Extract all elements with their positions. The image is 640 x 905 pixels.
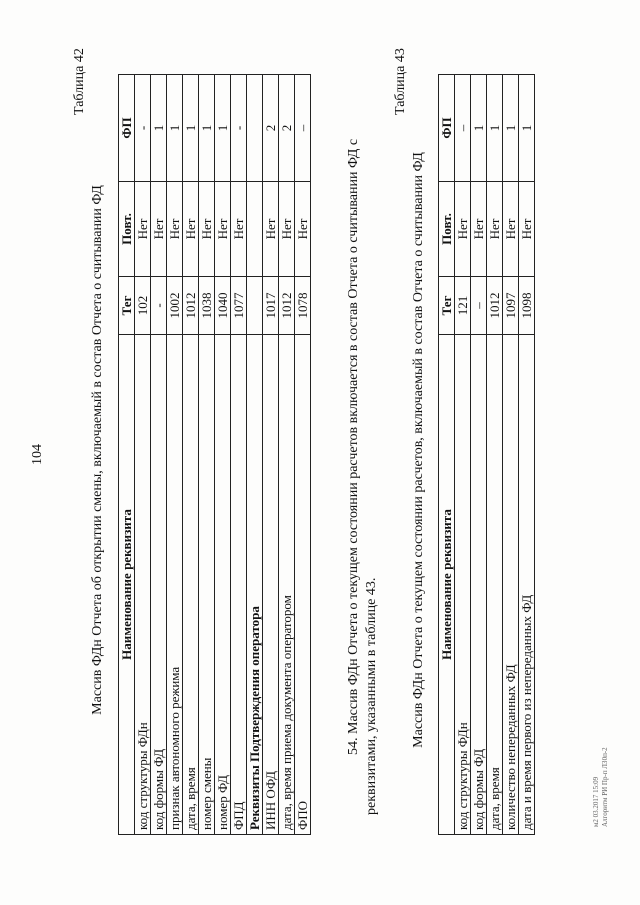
tag-cell: -: [151, 277, 167, 335]
table-row: [231, 75, 247, 835]
fp-cell: 2: [279, 75, 295, 182]
repeat-cell: Нет: [183, 182, 199, 277]
fp-cell: 1: [503, 75, 519, 182]
table-row: [519, 75, 535, 835]
name-cell: признак автономного режима: [167, 335, 183, 835]
repeat-cell: Нет: [487, 182, 503, 277]
footer-note-line1: м2 03.2017 15:09: [592, 776, 600, 827]
table-row: [455, 75, 471, 835]
fp-cell: 1: [199, 75, 215, 182]
repeat-cell: Нет: [295, 182, 311, 277]
repeat-cell: Нет: [519, 182, 535, 277]
repeat-cell: Нет: [263, 182, 279, 277]
tag-cell: 1012: [487, 277, 503, 335]
name-cell: ИНН ОФД: [263, 335, 279, 835]
tag-cell: 121: [455, 277, 471, 335]
fp-cell: –: [455, 75, 471, 182]
table42-caption: Массив ФДн Отчета об открытии смены, включаемый в состав Отчета о считывании ФД: [90, 185, 105, 715]
fp-cell: -: [135, 75, 151, 182]
table42: [118, 74, 311, 835]
repeat-cell: Нет: [215, 182, 231, 277]
tag-cell: 1098: [519, 277, 535, 335]
fp-cell: 1: [519, 75, 535, 182]
table43-header-tag: Тег: [439, 277, 455, 335]
empty-cell: [247, 75, 263, 182]
table42-section-row: [247, 75, 263, 835]
table43-caption: Массив ФДн Отчета о текущем состоянии расчетов, включаемый в состав Отчета о считывании ФД: [411, 152, 426, 748]
table43-header-name: Наименование реквизита: [439, 335, 455, 835]
section-heading: Реквизиты Подтверждения оператора: [247, 335, 263, 835]
tag-cell: 1002: [167, 277, 183, 335]
fp-cell: –: [295, 75, 311, 182]
fp-cell: 1: [183, 75, 199, 182]
tag-cell: 1078: [295, 277, 311, 335]
name-cell: дата, время: [183, 335, 199, 835]
tag-cell: 1038: [199, 277, 215, 335]
table-row: [167, 75, 183, 835]
page-number: 104: [30, 444, 45, 465]
table-row: [215, 75, 231, 835]
table-row: [199, 75, 215, 835]
paragraph-54-line2: реквизитами, указанными в таблице 43.: [364, 577, 379, 815]
table-row: [151, 75, 167, 835]
table-row: [263, 75, 279, 835]
table43-number: Таблица 43: [393, 48, 408, 115]
tag-cell: 1012: [279, 277, 295, 335]
table42-header-repeat: Повт.: [119, 182, 135, 277]
empty-cell: [247, 277, 263, 335]
paragraph-54: [345, 35, 362, 815]
table42-header-name: Наименование реквизита: [119, 335, 135, 835]
table42-header-row: [119, 75, 135, 835]
name-cell: код структуры ФДн: [135, 335, 151, 835]
repeat-cell: Нет: [199, 182, 215, 277]
fp-cell: 1: [151, 75, 167, 182]
fp-cell: 2: [263, 75, 279, 182]
tag-cell: 1017: [263, 277, 279, 335]
tag-cell: 1077: [231, 277, 247, 335]
name-cell: ФПД: [231, 335, 247, 835]
name-cell: ФПО: [295, 335, 311, 835]
fp-cell: 1: [487, 75, 503, 182]
table43-header-repeat: Повт.: [439, 182, 455, 277]
fp-cell: 1: [167, 75, 183, 182]
name-cell: дата, время приема документа оператором: [279, 335, 295, 835]
tag-cell: 1012: [183, 277, 199, 335]
name-cell: количество непереданных ФД: [503, 335, 519, 835]
footer-note: [592, 627, 610, 827]
table42-header-fp: ФП: [119, 75, 135, 182]
tag-cell: 1040: [215, 277, 231, 335]
name-cell: номер ФД: [215, 335, 231, 835]
fp-cell: 1: [471, 75, 487, 182]
tag-cell: –: [471, 277, 487, 335]
name-cell: номер смены: [199, 335, 215, 835]
table42-header-tag: Тег: [119, 277, 135, 335]
repeat-cell: Нет: [503, 182, 519, 277]
table-row: [471, 75, 487, 835]
repeat-cell: Нет: [151, 182, 167, 277]
tag-cell: 1097: [503, 277, 519, 335]
name-cell: код структуры ФДн: [455, 335, 471, 835]
name-cell: код формы ФД: [471, 335, 487, 835]
name-cell: дата и время первого из непереданных ФД: [519, 335, 535, 835]
fp-cell: 1: [215, 75, 231, 182]
table42-number: Таблица 42: [72, 48, 87, 115]
name-cell: дата, время: [487, 335, 503, 835]
fp-cell: -: [231, 75, 247, 182]
table43-header-fp: ФП: [439, 75, 455, 182]
tag-cell: 102: [135, 277, 151, 335]
table-row: [295, 75, 311, 835]
table-row: [487, 75, 503, 835]
repeat-cell: Нет: [279, 182, 295, 277]
footer-note-line2: Алгоритм РИ Пр-п ЛЗ0п-2: [601, 747, 609, 827]
repeat-cell: Нет: [167, 182, 183, 277]
table-row: [183, 75, 199, 835]
table-row: [135, 75, 151, 835]
empty-cell: [247, 182, 263, 277]
name-cell: код формы ФД: [151, 335, 167, 835]
table-row: [279, 75, 295, 835]
paragraph-54-line1: 54. Массив ФДн Отчета о текущем состоянии расчетов включается в состав Отчета о считывании ФД с: [346, 138, 361, 755]
repeat-cell: Нет: [455, 182, 471, 277]
repeat-cell: Нет: [471, 182, 487, 277]
table-row: [503, 75, 519, 835]
repeat-cell: Нет: [231, 182, 247, 277]
table43: [438, 74, 535, 835]
repeat-cell: Нет: [135, 182, 151, 277]
table43-header-row: [439, 75, 455, 835]
